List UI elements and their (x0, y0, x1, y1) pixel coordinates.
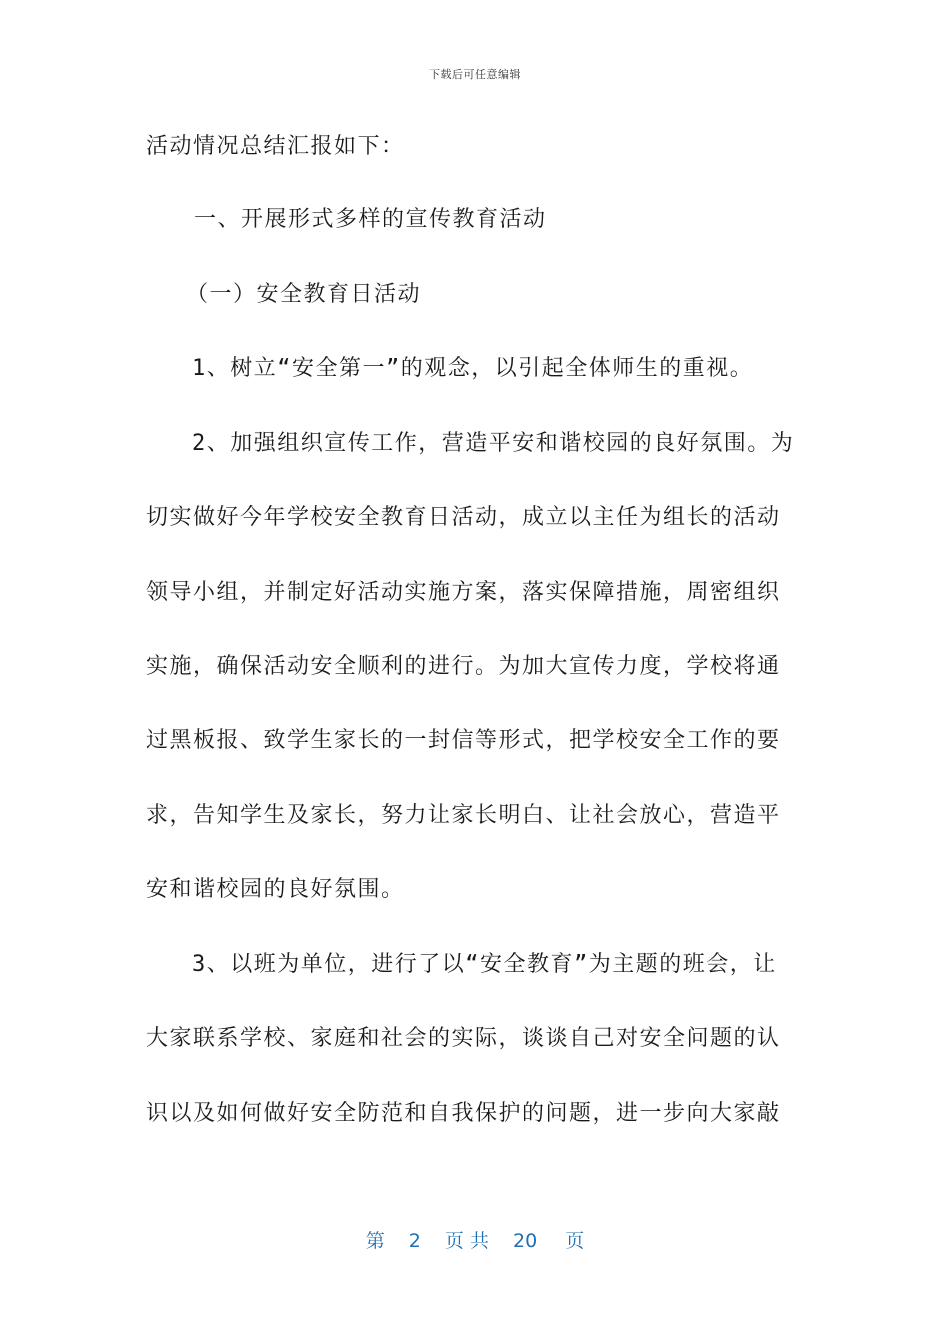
page-header-note: 下载后可任意编辑 (429, 68, 521, 81)
body-line: 领导小组，并制定好活动实施方案，落实保障措施，周密组织 (146, 580, 781, 605)
body-line: 安和谐校园的良好氛围。 (146, 877, 405, 902)
footer-middle: 页 共 (444, 1230, 489, 1252)
body-line: 识以及如何做好安全防范和自我保护的问题，进一步向大家敲 (146, 1101, 781, 1126)
footer-prefix: 第 (365, 1230, 385, 1252)
body-line: 求，告知学生及家长，努力让家长明白、让社会放心，营造平 (146, 803, 781, 828)
body-line: 1、树立“安全第一”的观念，以引起全体师生的重视。 (192, 356, 754, 381)
body-line: 过黑板报、致学生家长的一封信等形式，把学校安全工作的要 (146, 728, 781, 753)
body-line: 3、以班为单位，进行了以“安全教育”为主题的班会，让 (192, 952, 777, 977)
body-line: 实施，确保活动安全顺利的进行。为加大宣传力度，学校将通 (146, 654, 781, 679)
current-page-number: 2 (408, 1230, 421, 1252)
body-line: 2、加强组织宣传工作，营造平安和谐校园的良好氛围。为 (192, 431, 795, 456)
section-heading: 一、开展形式多样的宣传教育活动 (194, 207, 547, 232)
body-line: 活动情况总结汇报如下： (146, 134, 405, 159)
body-line: 大家联系学校、家庭和社会的实际，谈谈自己对安全问题的认 (146, 1026, 781, 1051)
total-pages-number: 20 (513, 1230, 538, 1252)
page-footer (0, 1226, 950, 1253)
subsection-heading: （一）安全教育日活动 (186, 282, 422, 307)
footer-suffix: 页 (565, 1230, 585, 1252)
body-line: 切实做好今年学校安全教育日活动，成立以主任为组长的活动 (146, 505, 781, 530)
